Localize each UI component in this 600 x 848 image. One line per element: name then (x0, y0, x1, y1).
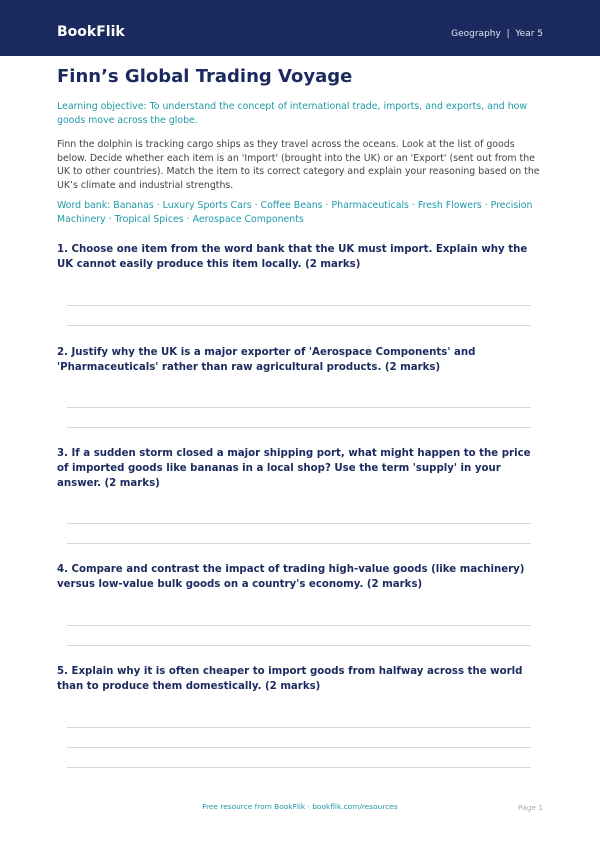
page-title: Finn’s Global Trading Voyage (57, 66, 353, 87)
question-4: 4. Compare and contrast the impact of trading high-value goods (like machinery) versus low-value bulk goods on a country's economy. (2 marks) (57, 564, 525, 590)
answer-line[interactable] (67, 727, 531, 728)
answer-line[interactable] (67, 325, 531, 326)
question-5: 5. Explain why it is often cheaper to import goods from halfway across the world than to produce them domestically. (2 marks) (57, 666, 523, 692)
question-1: 1. Choose one item from the word bank that the UK must import. Explain why the UK cannot easily produce this item locally. (2 marks) (57, 244, 528, 270)
answer-line[interactable] (67, 305, 531, 306)
header-bar (0, 0, 600, 56)
learning-objective: Learning objective: To understand the concept of international trade, imports, and exports, and how goods move across the globe. (57, 101, 528, 126)
answer-line[interactable] (67, 747, 531, 748)
answer-line[interactable] (67, 543, 531, 544)
answer-line[interactable] (67, 645, 531, 646)
page-number: Page 1 (518, 803, 543, 812)
question-3: 3. If a sudden storm closed a major shipping port, what might happen to the price of imported goods like bananas in a local shop? Use the term 'supply' in your answer. (2 marks) (57, 448, 531, 489)
footer-link[interactable]: Free resource from BookFlik · bookflik.com/resources (202, 802, 398, 811)
year-label: Year 5 (515, 29, 543, 39)
answer-line[interactable] (67, 625, 531, 626)
subject-year (451, 29, 543, 39)
meta-separator: | (506, 29, 510, 39)
brand-logo[interactable]: BookFlik (57, 24, 125, 40)
word-bank: Word bank: Bananas · Luxury Sports Cars · Coffee Beans · Pharmaceuticals · Fresh Flowers · Precision Machinery · Tropical Spices · Aerospace Components (57, 200, 533, 225)
intro-paragraph: Finn the dolphin is tracking cargo ships as they travel across the oceans. Look at the list of goods below. Decide whether each item is an 'Import' (brought into the UK) or an 'Export' (sent out from the UK to other countries). Match the item to its correct category and explain your reasoning based on the UK’s climate and industrial strengths. (57, 139, 540, 191)
answer-line[interactable] (67, 767, 531, 768)
answer-line[interactable] (67, 523, 531, 524)
question-2: 2. Justify why the UK is a major exporter of 'Aerospace Components' and 'Pharmaceuticals' rather than raw agricultural products. (2 marks) (57, 347, 476, 373)
answer-line[interactable] (67, 407, 531, 408)
answer-line[interactable] (67, 427, 531, 428)
subject-label: Geography (451, 29, 501, 39)
